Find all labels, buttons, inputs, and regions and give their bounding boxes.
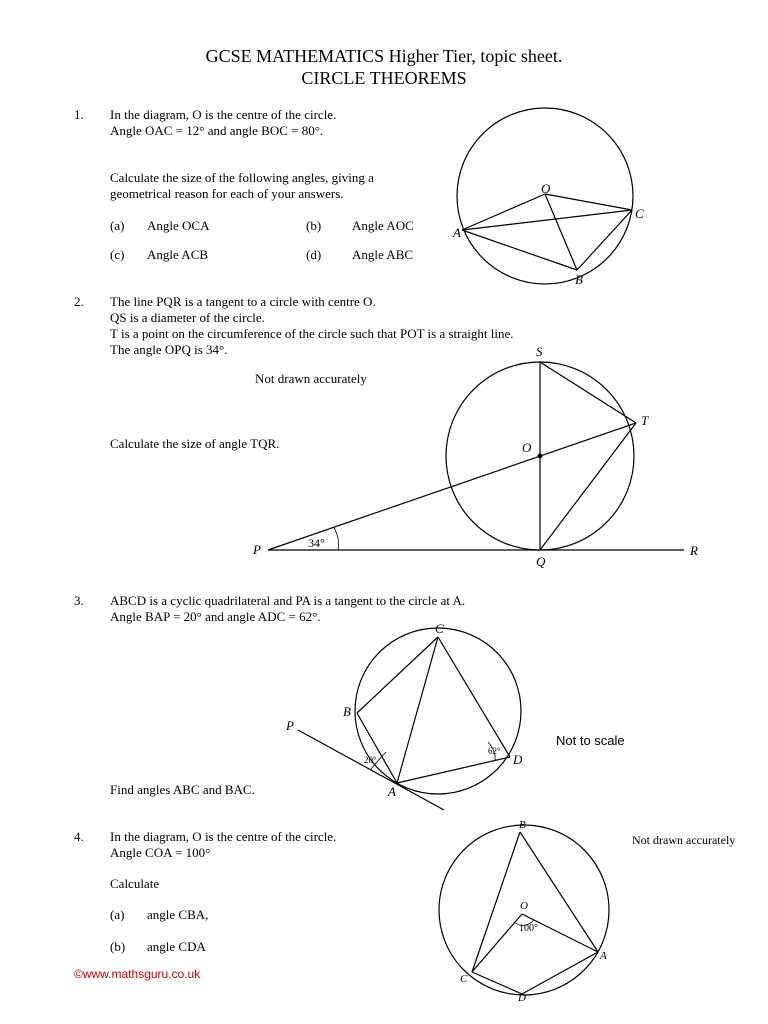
q1-label-C: C: [635, 206, 644, 221]
q3-circle: [355, 628, 521, 794]
q4-note: Not drawn accurately: [632, 833, 736, 847]
q2-label-Q: Q: [536, 554, 546, 569]
q4-chord-DA: [522, 952, 598, 994]
q4-chord-BC: [472, 832, 520, 972]
q4-label-B: B: [519, 819, 526, 831]
q1-label-O: O: [541, 181, 551, 196]
q2-task: Calculate the size of angle TQR.: [110, 436, 280, 451]
q4-part-b-label: (b): [110, 939, 126, 954]
q3-tangent-PA: [298, 730, 444, 810]
q3-diagram: [298, 628, 521, 810]
q1-label-B: B: [575, 272, 583, 287]
q4-label-O: O: [520, 900, 528, 912]
q1-circle: [457, 108, 633, 284]
q4-calculate: Calculate: [110, 876, 160, 891]
q3-label-P: P: [286, 718, 294, 733]
q2-line4: The angle OPQ is 34°.: [110, 342, 228, 357]
q2-number: 2.: [74, 294, 84, 309]
q1-part-a-label: (a): [110, 218, 125, 233]
q3-line1: ABCD is a cyclic quadrilateral and PA is a tangent to the circle at A.: [110, 593, 466, 608]
q4-part-a-label: (a): [110, 907, 125, 922]
q2-line1: The line PQR is a tangent to a circle with centre O.: [110, 294, 376, 309]
q1-part-a-text: Angle OCA: [147, 218, 210, 233]
page-title: GCSE MATHEMATICS Higher Tier, topic sheet.: [205, 46, 563, 66]
q3-chord-BA: [357, 713, 397, 783]
q3-line2: Angle BAP = 20° and angle ADC = 62°.: [110, 609, 321, 624]
q1-label-A: A: [453, 225, 461, 240]
q1-part-c-label: (c): [110, 247, 125, 262]
q2-line-POT: [268, 423, 636, 550]
q1-part-b-label: (b): [306, 218, 322, 233]
q4-label-A: A: [600, 950, 607, 962]
q2-centre-dot: [538, 454, 543, 459]
q1-line2: Angle OAC = 12° and angle BOC = 80°.: [110, 123, 324, 138]
q1-instruction-1: Calculate the size of the following angles, giving a: [110, 170, 374, 185]
q1-instruction-2: geometrical reason for each of your answers.: [110, 186, 344, 201]
q3-angle-62: 62°: [488, 746, 501, 756]
q2-chord-ST: [540, 362, 636, 423]
q1-part-b-text: Angle AOC: [352, 218, 414, 233]
q2-line2: QS is a diameter of the circle.: [110, 310, 265, 325]
q1-part-d-label: (d): [306, 247, 322, 262]
q2-diagram: [268, 362, 684, 550]
copyright: ©www.mathsguru.co.uk: [74, 967, 201, 981]
q3-label-C: C: [435, 621, 444, 636]
q4-label-D: D: [518, 992, 526, 1004]
q3-label-A: A: [388, 784, 396, 799]
q1-segment-AC: [462, 210, 632, 230]
q2-chord-TQ: [540, 423, 636, 550]
page-subtitle: CIRCLE THEOREMS: [301, 68, 467, 88]
q4-chord-BA: [520, 832, 598, 952]
q1-diagram: [457, 108, 633, 284]
q4-label-C: C: [460, 973, 468, 985]
q3-task: Find angles ABC and BAC.: [110, 782, 255, 797]
q2-label-O: O: [522, 440, 532, 455]
q3-angle-20: 20°: [364, 755, 377, 765]
q4-part-b-text: angle CDA: [147, 939, 206, 954]
q1-segment-AB: [462, 230, 577, 270]
q3-chord-AD: [397, 757, 510, 783]
q1-segment-OC: [545, 194, 632, 210]
q2-note: Not drawn accurately: [255, 371, 367, 386]
q1-segment-OB: [545, 194, 577, 270]
q4-angle-100: 100°: [519, 923, 538, 934]
q3-chord-CB: [357, 637, 438, 713]
q4-number: 4.: [74, 829, 84, 844]
q3-label-B: B: [343, 704, 351, 719]
q2-label-T: T: [641, 413, 649, 428]
q2-line3: T is a point on the circumference of the circle such that POT is a straight line.: [110, 326, 514, 341]
q2-label-S: S: [536, 344, 543, 359]
q3-chord-CA: [397, 637, 438, 783]
q3-label-D: D: [513, 752, 523, 767]
q2-angle-34: 34°: [308, 536, 325, 550]
q1-part-c-text: Angle ACB: [147, 247, 209, 262]
q1-number: 1.: [74, 107, 84, 122]
q4-line2: Angle COA = 100°: [110, 845, 211, 860]
q3-note: Not to scale: [556, 733, 625, 748]
q2-label-R: R: [690, 543, 698, 558]
q4-line1: In the diagram, O is the centre of the circle.: [110, 829, 337, 844]
q3-number: 3.: [74, 593, 84, 608]
q2-label-P: P: [253, 542, 261, 557]
q1-line1: In the diagram, O is the centre of the circle.: [110, 107, 337, 122]
q4-part-a-text: angle CBA,: [147, 907, 209, 922]
q1-part-d-text: Angle ABC: [352, 247, 414, 262]
q2-angle-arc: [334, 528, 339, 550]
